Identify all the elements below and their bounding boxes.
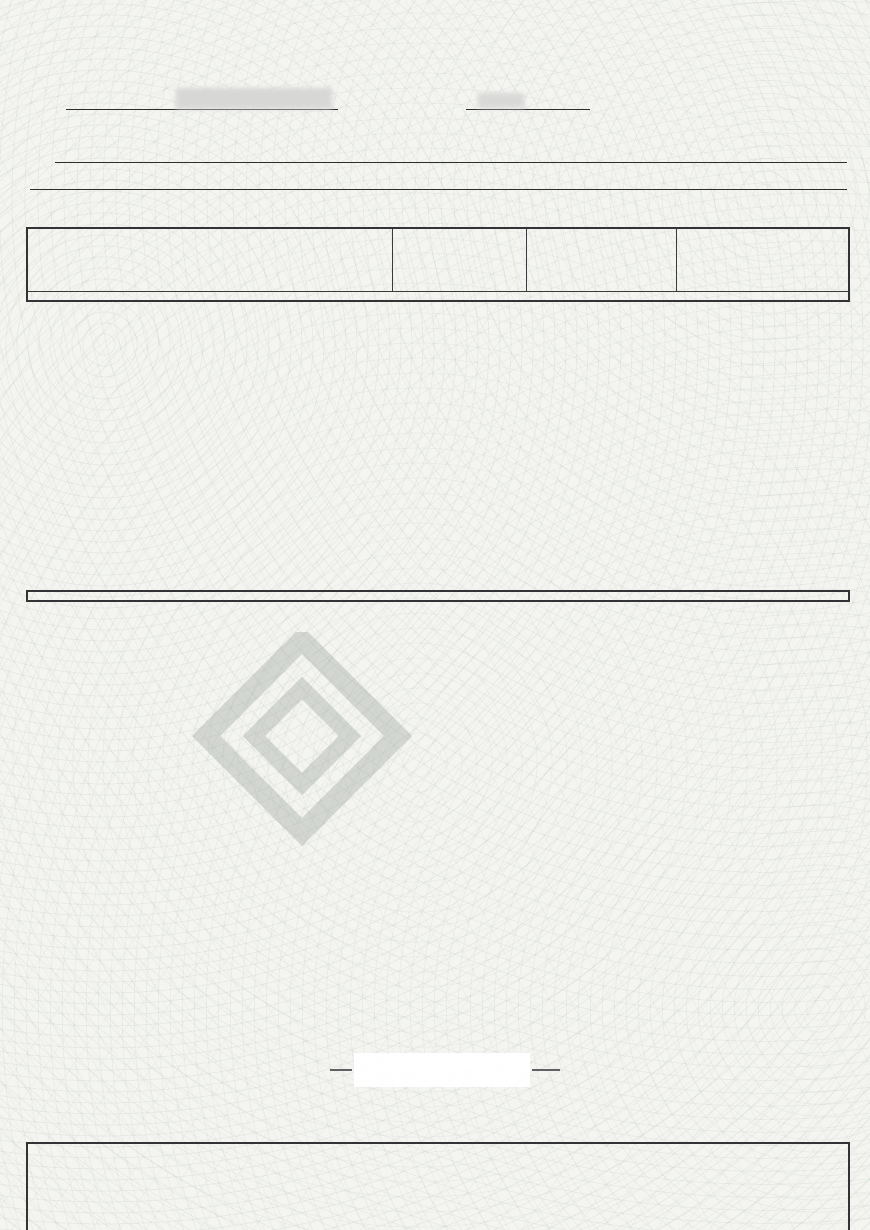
top-scallop-border xyxy=(0,0,870,96)
header-actual xyxy=(676,229,848,291)
section21-title-cell xyxy=(28,592,848,600)
number-underline xyxy=(66,109,338,110)
redacted-permit-number xyxy=(176,88,332,109)
date-underline xyxy=(466,109,590,110)
header-project xyxy=(526,229,676,291)
housing-objects-table xyxy=(26,1142,850,1230)
table-header-row xyxy=(28,229,848,291)
gki-diamond-logo-icon xyxy=(192,632,412,852)
header-unit xyxy=(392,229,526,291)
general-indicators-table xyxy=(26,227,850,302)
ministry-underline-1 xyxy=(55,162,847,163)
ministry-underline-2 xyxy=(30,189,847,190)
badge-right-tick xyxy=(532,1069,560,1071)
nonproduction-objects-table xyxy=(26,590,850,602)
permit-number-line xyxy=(26,86,846,116)
redacted-date xyxy=(478,93,524,108)
site-url-badge xyxy=(354,1053,530,1087)
header-indicator xyxy=(28,229,392,291)
badge-left-tick xyxy=(330,1069,352,1071)
section1-title-cell xyxy=(28,291,848,300)
